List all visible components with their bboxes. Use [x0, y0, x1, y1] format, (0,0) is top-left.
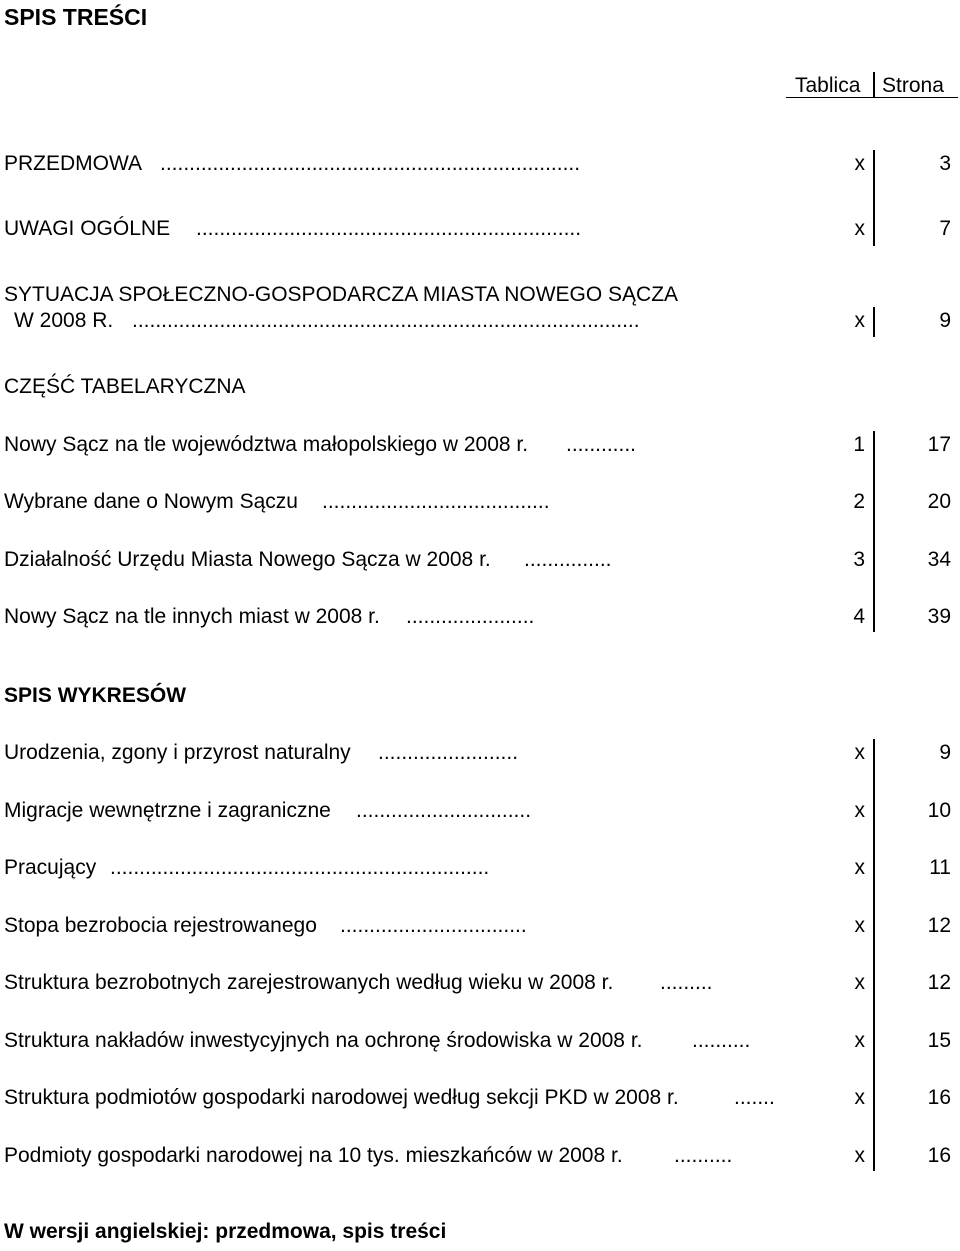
toc-page-number: 9 — [939, 309, 951, 332]
toc-leader-dots: ......... — [660, 971, 713, 994]
toc-entry-label: Struktura bezrobotnych zarejestrowanych według wieku w 2008 r. — [4, 971, 614, 994]
toc-entry-table-3[interactable] — [0, 548, 960, 578]
toc-entry-chart-7[interactable] — [0, 1086, 960, 1116]
toc-table-number: x — [854, 309, 865, 332]
toc-entry-label: Działalność Urzędu Miasta Nowego Sącza w 2008 r. — [4, 548, 491, 571]
toc-entry-label: Wybrane dane o Nowym Sączu — [4, 490, 298, 513]
toc-table-number: x — [854, 1144, 865, 1167]
toc-table-number: x — [854, 217, 865, 240]
toc-page-number: 7 — [939, 217, 951, 240]
toc-entry-label: Struktura podmiotów gospodarki narodowej według sekcji PKD w 2008 r. — [4, 1086, 679, 1109]
toc-table-number: x — [854, 856, 865, 879]
toc-page-number: 34 — [927, 548, 951, 571]
toc-entry-chart-8[interactable] — [0, 1144, 960, 1174]
toc-leader-dots: ................................ — [340, 914, 527, 937]
toc-leader-dots: .................................................................. — [196, 217, 582, 240]
toc-table-number: x — [854, 971, 865, 994]
toc-entry-label: Stopa bezrobocia rejestrowanego — [4, 914, 317, 937]
toc-table-number: x — [854, 914, 865, 937]
footer-note: W wersji angielskiej: przedmowa, spis treści — [4, 1220, 447, 1243]
toc-table-number: x — [854, 1029, 865, 1052]
toc-page-number: 15 — [927, 1029, 951, 1052]
toc-entry-chart-2[interactable] — [0, 799, 960, 829]
toc-table-number: x — [854, 741, 865, 764]
toc-leader-dots: .......... — [692, 1029, 751, 1052]
column-header-strona: Strona — [882, 74, 944, 97]
column-header-tablica: Tablica — [795, 74, 861, 97]
toc-entry-chart-1[interactable] — [0, 741, 960, 771]
toc-leader-dots: ........................................................................ — [160, 152, 581, 175]
toc-leader-dots: .............................. — [356, 799, 532, 822]
toc-page-number: 3 — [939, 152, 951, 175]
toc-page-number: 10 — [927, 799, 951, 822]
toc-entry-chart-3[interactable] — [0, 856, 960, 886]
header-underline — [786, 97, 958, 98]
toc-leader-dots: ............ — [566, 433, 637, 456]
toc-entry-label: Nowy Sącz na tle województwa małopolskiego w 2008 r. — [4, 433, 529, 456]
toc-entry-label: UWAGI OGÓLNE — [4, 217, 171, 240]
toc-leader-dots: ....................................................................................... — [132, 309, 640, 332]
toc-leader-dots: ................................................................. — [110, 856, 490, 879]
tables-divider — [873, 431, 875, 632]
toc-page-number: 12 — [927, 914, 951, 937]
toc-entry-label: Migracje wewnętrzne i zagraniczne — [4, 799, 331, 822]
toc-entry-uwagi[interactable] — [0, 217, 960, 247]
toc-table-number: 3 — [853, 548, 865, 571]
toc-entry-label: Urodzenia, zgony i przyrost naturalny — [4, 741, 351, 764]
section-heading-tabular: CZĘŚĆ TABELARYCZNA — [4, 375, 246, 398]
toc-entry-label: PRZEDMOWA — [4, 152, 143, 175]
toc-page-number: 11 — [929, 856, 951, 879]
toc-entry-sytuacja-line1: SYTUACJA SPOŁECZNO-GOSPODARCZA MIASTA NOWEGO SĄCZA — [4, 283, 679, 306]
intro-divider — [873, 150, 875, 246]
toc-page-number: 16 — [927, 1144, 951, 1167]
toc-entry-chart-5[interactable] — [0, 971, 960, 1001]
section-heading-charts: SPIS WYKRESÓW — [4, 684, 187, 707]
toc-leader-dots: ....... — [734, 1086, 775, 1109]
toc-page-number: 20 — [927, 490, 951, 513]
toc-table-number: x — [854, 152, 865, 175]
toc-entry-label: Nowy Sącz na tle innych miast w 2008 r. — [4, 605, 380, 628]
charts-divider — [873, 739, 875, 1171]
toc-table-number: x — [854, 1086, 865, 1109]
toc-table-number: x — [854, 799, 865, 822]
toc-table-number: 4 — [853, 605, 865, 628]
toc-leader-dots: .......... — [674, 1144, 733, 1167]
page-title: SPIS TREŚCI — [4, 4, 148, 30]
toc-entry-label: Struktura nakładów inwestycyjnych na ochronę środowiska w 2008 r. — [4, 1029, 643, 1052]
toc-entry-chart-4[interactable] — [0, 914, 960, 944]
header-divider — [873, 72, 875, 98]
toc-leader-dots: ........................ — [378, 741, 519, 764]
toc-table-number: 2 — [853, 490, 865, 513]
toc-leader-dots: ............... — [524, 548, 612, 571]
toc-entry-przedmowa[interactable] — [0, 152, 960, 182]
toc-leader-dots: ....................................... — [322, 490, 550, 513]
toc-page-number: 16 — [927, 1086, 951, 1109]
toc-page-number: 39 — [927, 605, 951, 628]
toc-entry-table-2[interactable] — [0, 490, 960, 520]
toc-entry-table-1[interactable] — [0, 433, 960, 463]
sytuacja-divider — [873, 307, 875, 337]
toc-entry-chart-6[interactable] — [0, 1029, 960, 1059]
toc-entry-label: Podmioty gospodarki narodowej na 10 tys. mieszkańców w 2008 r. — [4, 1144, 623, 1167]
toc-entry-label: W 2008 R. — [14, 309, 114, 332]
toc-page-number: 12 — [927, 971, 951, 994]
toc-table-number: 1 — [853, 433, 865, 456]
toc-entry-label: Pracujący — [4, 856, 97, 879]
toc-entry-sytuacja[interactable] — [0, 309, 960, 339]
toc-page-number: 9 — [939, 741, 951, 764]
toc-page-number: 17 — [927, 433, 951, 456]
toc-entry-table-4[interactable] — [0, 605, 960, 635]
toc-leader-dots: ...................... — [406, 605, 535, 628]
